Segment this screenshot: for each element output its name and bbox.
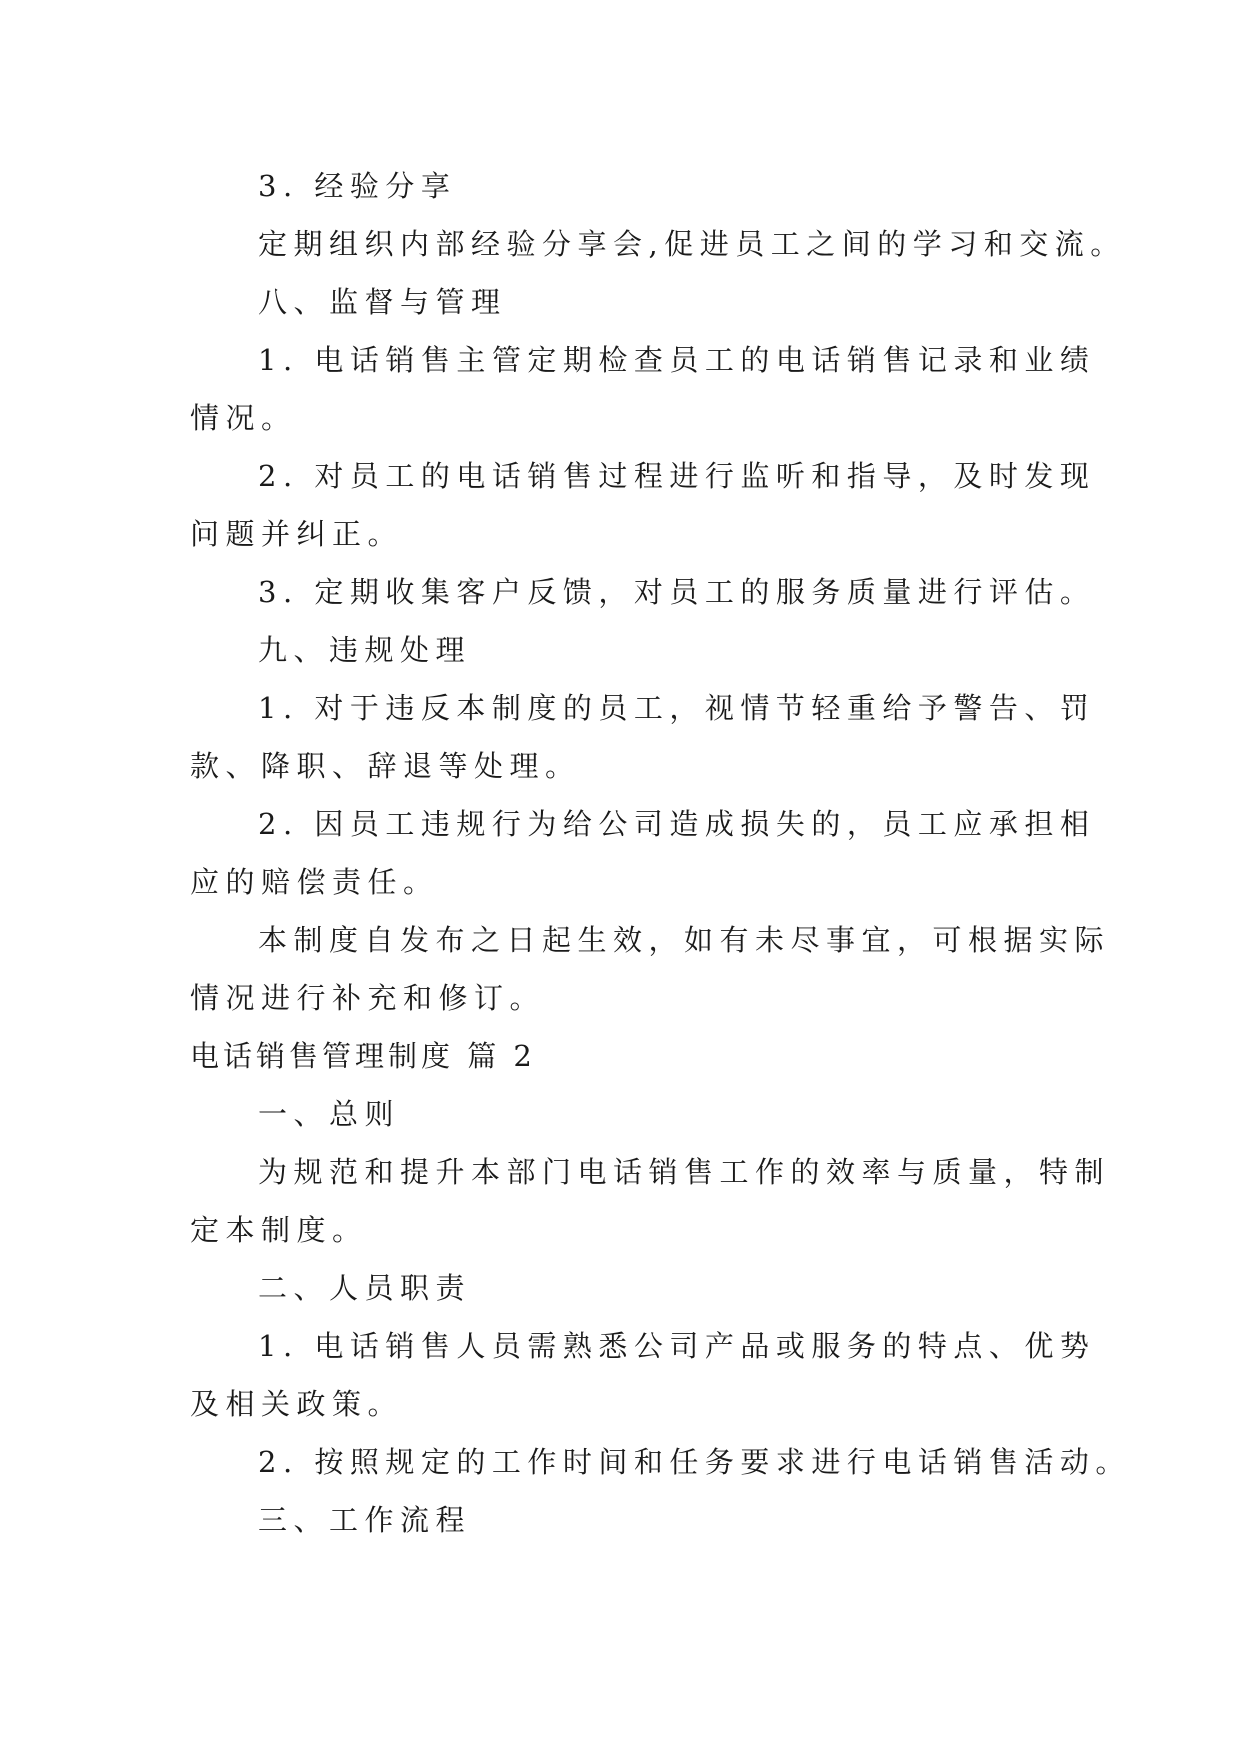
list-item: 1. 对于违反本制度的员工，视情节轻重给予警告、罚 — [258, 691, 1096, 725]
paragraph: 定期组织内部经验分享会,促进员工之间的学习和交流。 — [258, 227, 1126, 261]
section-heading-1: 一、总则 — [258, 1097, 401, 1131]
list-item: 2. 因员工违规行为给公司造成损失的，员工应承担相 — [258, 807, 1096, 841]
list-item: 2. 按照规定的工作时间和任务要求进行电话销售活动。 — [258, 1445, 1131, 1479]
section-heading-2: 二、人员职责 — [258, 1271, 472, 1305]
list-item: 2. 对员工的电话销售过程进行监听和指导，及时发现 — [258, 459, 1096, 493]
paragraph-continuation: 情况进行补充和修订。 — [190, 981, 546, 1015]
list-item-continuation: 款、降职、辞退等处理。 — [190, 749, 581, 783]
list-item: 3. 定期收集客户反馈，对员工的服务质量进行评估。 — [258, 575, 1096, 609]
paragraph: 为规范和提升本部门电话销售工作的效率与质量，特制 — [258, 1155, 1111, 1189]
list-item: 1. 电话销售人员需熟悉公司产品或服务的特点、优势 — [258, 1329, 1096, 1363]
paragraph-continuation: 定本制度。 — [190, 1213, 368, 1247]
paragraph: 本制度自发布之日起生效，如有未尽事宜，可根据实际 — [258, 923, 1111, 957]
document-title: 电话销售管理制度 篇 2 — [190, 1039, 536, 1073]
section-heading-3: 三、工作流程 — [258, 1503, 472, 1537]
list-item-continuation: 问题并纠正。 — [190, 517, 404, 551]
section-heading-8: 八、监督与管理 — [258, 285, 507, 319]
list-item: 1. 电话销售主管定期检查员工的电话销售记录和业绩 — [258, 343, 1096, 377]
section-item-3-heading: 3. 经验分享 — [258, 169, 457, 203]
list-item-continuation: 情况。 — [190, 401, 297, 435]
list-item-continuation: 应的赔偿责任。 — [190, 865, 439, 899]
section-heading-9: 九、违规处理 — [258, 633, 472, 667]
list-item-continuation: 及相关政策。 — [190, 1387, 404, 1421]
